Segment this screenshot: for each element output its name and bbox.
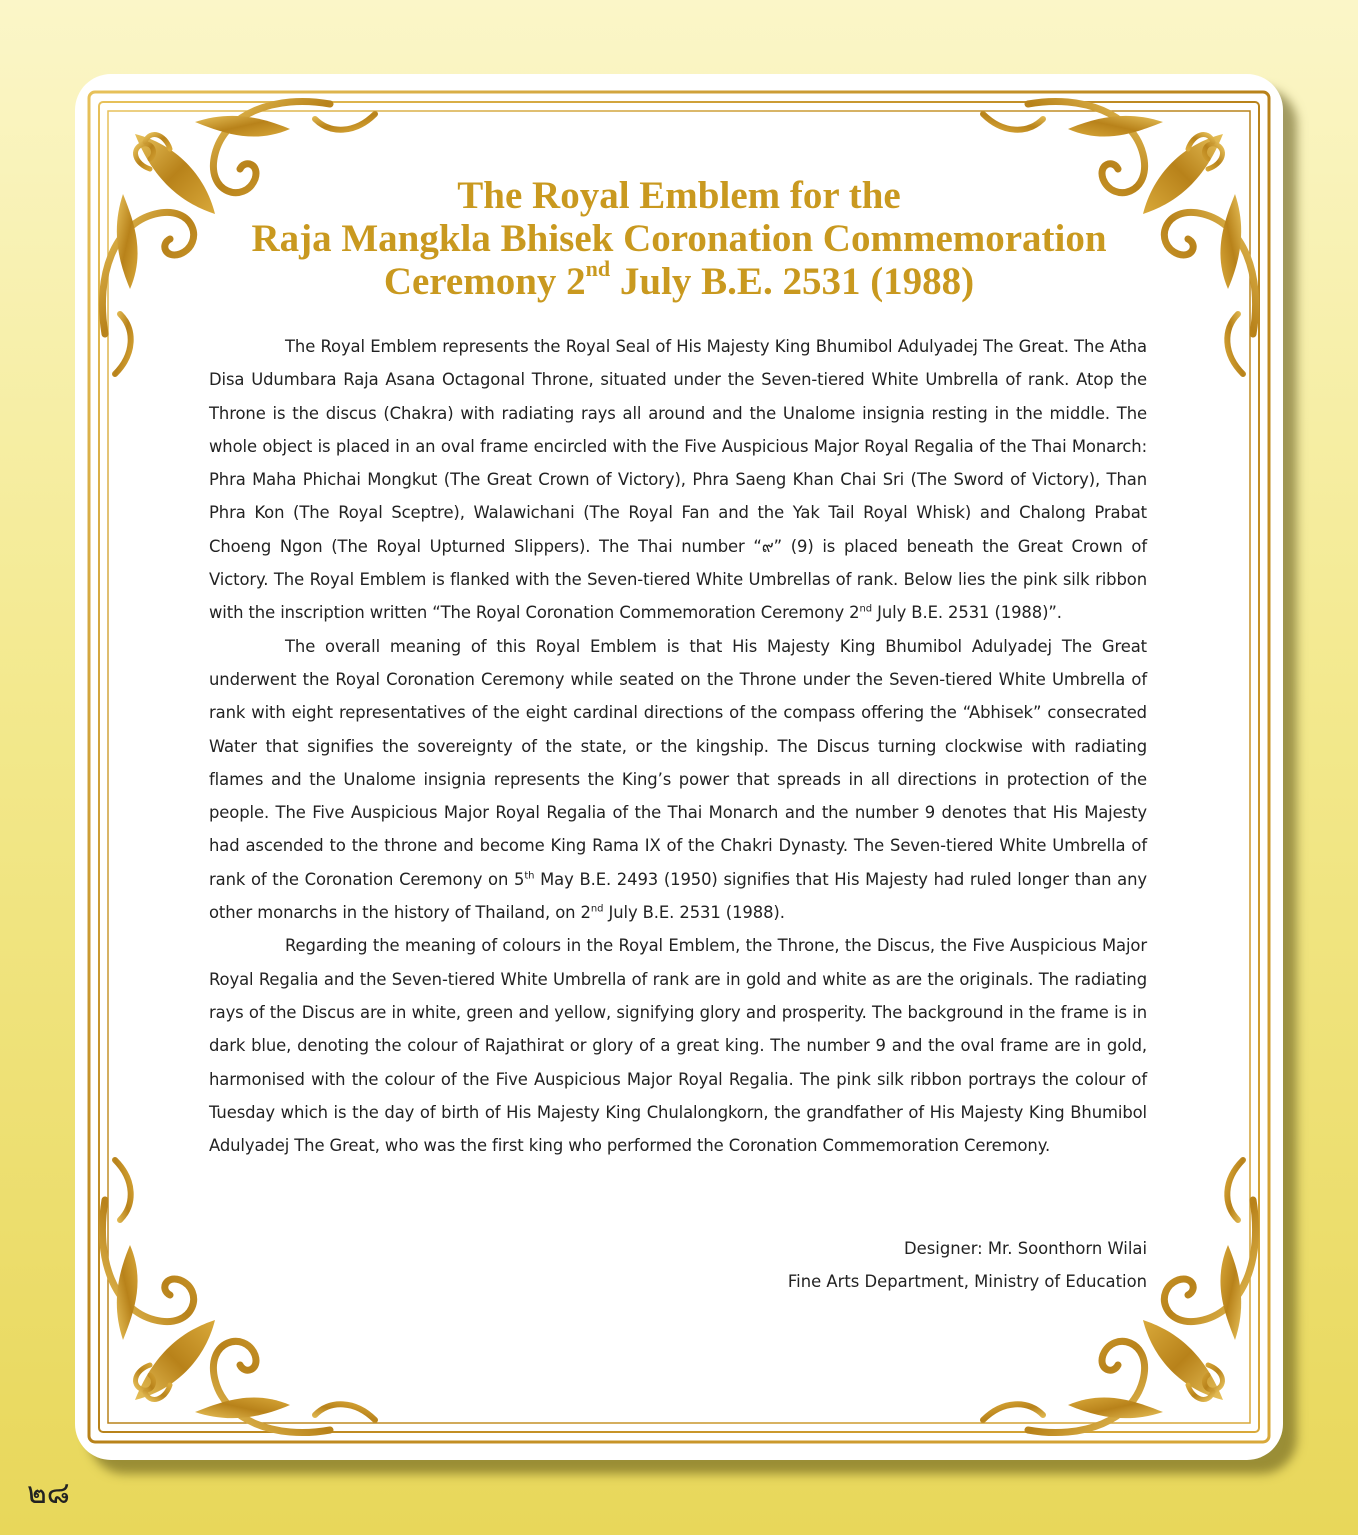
paragraph-1-text: The Royal Emblem represents the Royal Seal of His Majesty King Bhumibol Adulyadej The Great. The Atha Disa Udumbara Raja Asana Octagonal Throne, situated under the Seven-tiered White Umbrella of rank. Atop the Throne is the discus (Chakra) with radiating rays all around and the Unalome insignia resting in the middle. The whole object is placed in an oval frame encircled with the Five Auspicious Major Royal Regalia of the Thai Monarch: Phra Maha Phichai Mongkut (The Great Crown of Victory), Phra Saeng Khan Chai Sri (The Sword of Victory), Than Phra Kon (The Royal Sceptre), Walawichani (The Royal Fan and the Yak Tail Royal Whisk) and Chalong Prabat Choeng Ngon (The Royal Upturned Slippers). The Thai number “๙” (9) is placed beneath the Great Crown of Victory. The Royal Emblem is flanked with the Seven-tiered White Umbrellas of rank. Below lies the pink silk ribbon with the inscription written “The Royal Coronation Commemoration Ceremony 2 [209, 337, 1147, 623]
paragraph-3: Regarding the meaning of colours in the Royal Emblem, the Throne, the Discus, the Five Auspicious Major Royal Regalia and the Seven-tiered White Umbrella of rank are in gold and white as are the originals. The radiating rays of the Discus are in white, green and yellow, signifying glory and prosperity. The background in the frame is in dark blue, denoting the colour of Rajathirat or glory of a great king. The number 9 and the oval frame are in gold, harmonised with the colour of the Five Auspicious Major Royal Regalia. The pink silk ribbon portrays the colour of Tuesday which is the day of birth of His Majesty King Chulalongkorn, the grandfather of His Majesty King Bhumibol Adulyadej The Great, who was the first king who performed the Coronation Commemoration Ceremony. [209, 936, 1147, 1156]
title-line-3-start: Ceremony 2 [383, 260, 586, 303]
title-line-1: The Royal Emblem for the [457, 174, 901, 217]
paragraph-2 [209, 630, 1147, 930]
paragraph-2-superscript-1: th [524, 870, 535, 882]
paragraph-1-superscript: nd [859, 603, 873, 615]
paragraph-2-end: July B.E. 2531 (1988). [603, 903, 785, 923]
paragraph-1-end: July B.E. 2531 (1988)”. [872, 603, 1062, 623]
paragraph-1 [209, 330, 1147, 630]
body-text [209, 330, 1147, 1162]
designer-name: Designer: Mr. Soonthorn Wilai [904, 1239, 1147, 1258]
title-line-3 [383, 256, 975, 303]
page-title [205, 174, 1153, 303]
designer-credit [675, 1232, 1147, 1299]
title-superscript: nd [585, 256, 611, 281]
department-name: Fine Arts Department, Ministry of Education [787, 1272, 1147, 1292]
page-card [75, 74, 1283, 1460]
paragraph-2-superscript-2: nd [590, 903, 604, 915]
paragraph-2-text: The overall meaning of this Royal Emblem is that His Majesty King Bhumibol Adulyadej The Great underwent the Royal Coronation Ceremony while seated on the Throne under the Seven-tiered White Umbrella of rank with eight representatives of the eight cardinal directions of the compass offering the “Abhisek” consecrated Water that signifies the sovereignty of the state, or the kingship. The Discus turning clockwise with radiating flames and the Unalome insignia represents the King’s power that spreads in all directions in protection of the people. The Five Auspicious Major Royal Regalia of the Thai Monarch and the number 9 denotes that His Majesty had ascended to the throne and become King Rama IX of the Chakri Dynasty. The Seven-tiered White Umbrella of rank of the Coronation Ceremony on 5 [209, 636, 1147, 889]
paragraph-2-middle: May B.E. 2493 (1950) signifies that His Majesty had ruled longer than any other monarchs in the history of Thailand, on 2 [209, 869, 1147, 923]
title-line-2: Raja Mangkla Bhisek Coronation Commemoration [251, 217, 1107, 260]
title-line-3-end: July B.E. 2531 (1988) [610, 260, 975, 303]
page-number: ๒๘ [27, 1476, 70, 1511]
